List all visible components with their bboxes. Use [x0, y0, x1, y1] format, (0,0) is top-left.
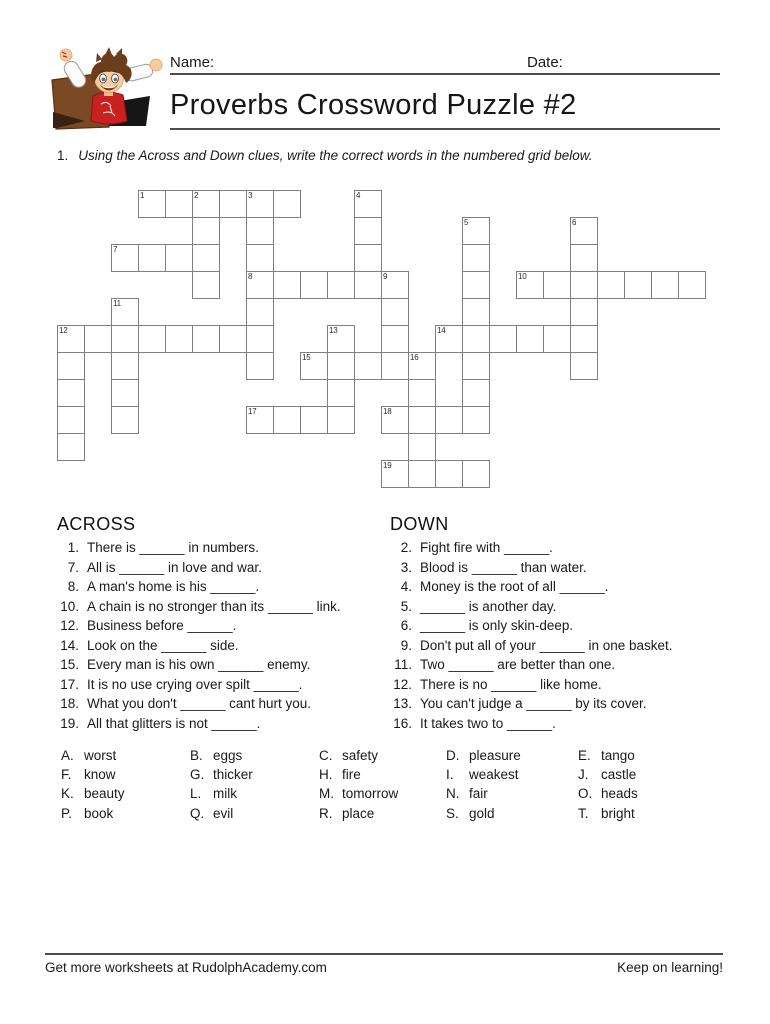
word-bank-item: [61, 746, 190, 765]
word-bank-letter: G.: [190, 767, 205, 783]
grid-cell[interactable]: [138, 190, 166, 218]
grid-cell[interactable]: [111, 379, 139, 407]
word-bank-word: tango: [601, 748, 635, 763]
grid-cell[interactable]: [219, 325, 247, 353]
clue-text: A chain is no stronger than its ______ link.: [87, 598, 341, 614]
grid-cell[interactable]: [543, 271, 571, 299]
across-clue-list: [57, 538, 341, 733]
grid-cell[interactable]: [462, 379, 490, 407]
grid-cell[interactable]: [462, 352, 490, 380]
grid-cell[interactable]: [246, 190, 274, 218]
cell-number: 14: [437, 326, 446, 335]
clue-number: 19.: [60, 715, 79, 731]
clue-item: [390, 714, 673, 734]
clue-text: Don't put all of your ______ in one basket.: [420, 637, 673, 653]
grid-cell[interactable]: [381, 460, 409, 488]
grid-cell[interactable]: [462, 217, 490, 245]
grid-cell[interactable]: [192, 217, 220, 245]
footer-divider: [45, 953, 723, 955]
word-bank-letter: J.: [578, 767, 589, 783]
grid-cell[interactable]: [327, 379, 355, 407]
clue-text: There is no ______ like home.: [420, 676, 602, 692]
word-bank-word: book: [84, 805, 114, 821]
clue-number: 1.: [67, 540, 79, 555]
word-bank-item: [190, 804, 319, 823]
clue-text: A man's home is his ______.: [87, 579, 260, 594]
clue-item: [390, 558, 673, 578]
word-bank-item: [319, 765, 446, 784]
grid-cell[interactable]: [192, 190, 220, 218]
word-bank-word: evil: [213, 805, 234, 821]
word-bank-item: [446, 784, 578, 803]
clue-item: [390, 577, 673, 597]
word-bank-letter: F.: [61, 767, 72, 783]
word-bank-word: bright: [601, 805, 635, 821]
word-bank-word: castle: [601, 767, 637, 783]
clue-number: 11.: [394, 657, 412, 672]
grid-cell[interactable]: [381, 406, 409, 434]
word-bank-word: milk: [213, 786, 237, 802]
cell-number: 17: [248, 407, 257, 416]
clue-text: There is ______ in numbers.: [87, 540, 259, 555]
grid-cell[interactable]: [354, 217, 382, 245]
grid-cell[interactable]: [570, 352, 598, 380]
word-bank-item: [319, 784, 446, 803]
name-date-line[interactable]: [170, 52, 720, 75]
word-bank-letter: C.: [319, 748, 333, 763]
word-bank-word: tomorrow: [342, 786, 399, 802]
grid-cell[interactable]: [327, 325, 355, 353]
grid-cell[interactable]: [435, 460, 463, 488]
clue-item: [390, 636, 673, 656]
word-bank-item: [578, 784, 638, 803]
grid-cell[interactable]: [381, 325, 409, 353]
clue-text: Blood is ______ than water.: [420, 559, 587, 575]
clue-number: 2.: [400, 540, 412, 555]
clue-text: Two ______ are better than one.: [420, 657, 616, 672]
grid-cell[interactable]: [111, 325, 139, 353]
clue-number: 12.: [393, 676, 412, 692]
grid-cell[interactable]: [111, 406, 139, 434]
grid-cell[interactable]: [624, 271, 652, 299]
grid-cell[interactable]: [192, 325, 220, 353]
clue-number: 18.: [60, 696, 79, 711]
word-bank-letter: I.: [446, 767, 454, 783]
word-bank-letter: H.: [319, 767, 333, 783]
word-bank-item: [61, 765, 190, 784]
clue-number: 12.: [60, 618, 79, 633]
across-section: [57, 515, 341, 733]
grid-cell[interactable]: [435, 406, 463, 434]
clue-number: 9.: [400, 637, 412, 653]
cell-number: 4: [356, 191, 361, 200]
grid-cell[interactable]: [273, 271, 301, 299]
word-bank-item: [190, 765, 319, 784]
cell-number: 11: [113, 299, 121, 308]
name-label: Name:: [170, 54, 215, 71]
grid-cell[interactable]: [57, 433, 85, 461]
grid-cell[interactable]: [570, 271, 598, 299]
word-bank: [61, 746, 638, 823]
clue-text: It takes two to ______.: [420, 715, 556, 731]
clue-text: ______ is only skin-deep.: [420, 618, 574, 633]
grid-cell[interactable]: [192, 244, 220, 272]
grid-cell[interactable]: [408, 433, 436, 461]
grid-cell[interactable]: [273, 406, 301, 434]
clue-text: Fight fire with ______.: [420, 540, 553, 555]
grid-cell[interactable]: [381, 271, 409, 299]
word-bank-letter: N.: [446, 786, 460, 802]
clue-item: [57, 597, 341, 617]
footer-right-text: Keep on learning!: [617, 960, 723, 975]
clue-item: [57, 577, 341, 597]
clue-number: 15.: [60, 657, 79, 672]
page-title: Proverbs Crossword Puzzle #2: [170, 89, 720, 130]
word-bank-letter: L.: [190, 786, 202, 802]
word-bank-letter: R.: [319, 805, 333, 821]
footer: [45, 960, 723, 975]
clue-item: [390, 597, 673, 617]
clue-number: 4.: [400, 579, 412, 594]
grid-cell[interactable]: [354, 352, 382, 380]
grid-cell[interactable]: [570, 217, 598, 245]
crossword-grid: [57, 190, 765, 489]
grid-cell[interactable]: [408, 379, 436, 407]
word-bank-letter: T.: [578, 805, 589, 821]
grid-cell[interactable]: [57, 379, 85, 407]
word-bank-letter: S.: [446, 805, 459, 821]
clue-number: 6.: [400, 618, 412, 633]
clue-item: [57, 538, 341, 558]
grid-cell[interactable]: [678, 271, 706, 299]
word-bank-item: [61, 784, 190, 803]
grid-cell[interactable]: [165, 190, 193, 218]
word-bank-word: safety: [342, 748, 379, 763]
cell-number: 19: [383, 461, 392, 470]
word-bank-word: weakest: [469, 767, 519, 783]
clue-item: [390, 694, 673, 714]
footer-left-text: Get more worksheets at RudolphAcademy.com: [45, 960, 327, 975]
word-bank-item: [190, 746, 319, 765]
grid-cell[interactable]: [408, 460, 436, 488]
word-bank-item: [446, 765, 578, 784]
word-bank-item: [190, 784, 319, 803]
word-bank-letter: Q.: [190, 805, 205, 821]
grid-cell[interactable]: [381, 352, 409, 380]
grid-cell[interactable]: [651, 271, 679, 299]
clue-text: It is no use crying over spilt ______.: [87, 676, 303, 692]
cell-number: 8: [248, 272, 253, 281]
grid-cell[interactable]: [543, 325, 571, 353]
grid-cell[interactable]: [246, 244, 274, 272]
grid-cell[interactable]: [462, 271, 490, 299]
word-bank-word: fair: [469, 786, 488, 802]
grid-cell[interactable]: [111, 352, 139, 380]
clue-text: What you don't ______ cant hurt you.: [87, 696, 311, 711]
word-bank-word: heads: [601, 786, 638, 802]
cell-number: 7: [113, 245, 118, 254]
grid-cell[interactable]: [462, 406, 490, 434]
clue-item: [57, 558, 341, 578]
grid-cell[interactable]: [300, 352, 328, 380]
word-bank-word: worst: [84, 748, 117, 763]
grid-cell[interactable]: [462, 460, 490, 488]
clue-text: Money is the root of all ______.: [420, 579, 609, 594]
grid-cell[interactable]: [354, 190, 382, 218]
grid-cell[interactable]: [165, 325, 193, 353]
grid-cell[interactable]: [327, 406, 355, 434]
cell-number: 12: [59, 326, 68, 335]
clue-text: Business before ______.: [87, 618, 237, 633]
word-bank-letter: D.: [446, 748, 460, 763]
clue-number: 3.: [400, 559, 412, 575]
cell-number: 6: [572, 218, 577, 227]
clue-item: [390, 538, 673, 558]
grid-cell[interactable]: [57, 352, 85, 380]
clue-text: All is ______ in love and war.: [87, 559, 262, 575]
word-bank-letter: B.: [190, 748, 203, 763]
word-bank-word: fire: [342, 767, 361, 783]
grid-cell[interactable]: [516, 271, 544, 299]
down-section: [390, 515, 673, 733]
clue-number: 8.: [67, 579, 79, 594]
clue-number: 16.: [393, 715, 412, 731]
grid-cell[interactable]: [516, 325, 544, 353]
clue-item: [57, 655, 341, 675]
word-bank-item: [578, 746, 638, 765]
grid-cell[interactable]: [570, 298, 598, 326]
clue-item: [57, 616, 341, 636]
clue-item: [57, 636, 341, 656]
grid-cell[interactable]: [57, 325, 85, 353]
grid-cell[interactable]: [408, 352, 436, 380]
grid-cell[interactable]: [111, 244, 139, 272]
word-bank-letter: M.: [319, 786, 334, 802]
clue-text: Look on the ______ side.: [87, 637, 239, 653]
word-bank-item: [578, 765, 638, 784]
clue-text: All that glitters is not ______.: [87, 715, 261, 731]
word-bank-item: [319, 804, 446, 823]
grid-cell[interactable]: [327, 271, 355, 299]
clue-item: [57, 694, 341, 714]
clue-number: 5.: [400, 598, 412, 614]
grid-cell[interactable]: [354, 244, 382, 272]
clue-item: [390, 616, 673, 636]
grid-cell[interactable]: [192, 271, 220, 299]
grid-cell[interactable]: [462, 298, 490, 326]
grid-cell[interactable]: [462, 325, 490, 353]
grid-cell[interactable]: [165, 244, 193, 272]
grid-cell[interactable]: [300, 406, 328, 434]
grid-cell[interactable]: [273, 190, 301, 218]
word-bank-letter: O.: [578, 786, 593, 802]
clue-text: Every man is his own ______ enemy.: [87, 657, 311, 672]
cell-number: 15: [302, 353, 311, 362]
grid-cell[interactable]: [381, 298, 409, 326]
clue-number: 17.: [60, 676, 79, 692]
grid-cell[interactable]: [570, 325, 598, 353]
grid-cell[interactable]: [246, 406, 274, 434]
cell-number: 13: [329, 326, 338, 335]
clue-item: [390, 655, 673, 675]
down-clue-list: [390, 538, 673, 733]
instruction-number: 1.: [57, 148, 69, 163]
grid-cell[interactable]: [111, 298, 139, 326]
cell-number: 3: [248, 191, 253, 200]
date-label: Date:: [527, 54, 563, 71]
across-header: ACROSS: [57, 514, 136, 534]
word-bank-item: [61, 804, 190, 823]
grid-cell[interactable]: [84, 325, 112, 353]
clue-item: [57, 675, 341, 695]
word-bank-item: [446, 804, 578, 823]
word-bank-word: thicker: [213, 767, 253, 783]
down-header: DOWN: [390, 514, 449, 534]
word-bank-letter: A.: [61, 748, 74, 763]
clue-item: [57, 714, 341, 734]
word-bank-word: beauty: [84, 786, 125, 802]
grid-cell[interactable]: [138, 325, 166, 353]
grid-cell[interactable]: [246, 271, 274, 299]
grid-cell[interactable]: [597, 271, 625, 299]
grid-cell[interactable]: [570, 244, 598, 272]
word-bank-word: place: [342, 805, 375, 821]
word-bank-letter: E.: [578, 748, 591, 763]
clue-number: 14.: [60, 637, 79, 653]
grid-cell[interactable]: [462, 244, 490, 272]
word-bank-word: pleasure: [469, 748, 521, 763]
cell-number: 10: [518, 272, 527, 281]
grid-cell[interactable]: [219, 190, 247, 218]
word-bank-word: eggs: [213, 748, 243, 763]
grid-cell[interactable]: [246, 217, 274, 245]
word-bank-word: know: [84, 767, 116, 783]
grid-cell[interactable]: [246, 298, 274, 326]
grid-cell[interactable]: [408, 406, 436, 434]
cell-number: 16: [410, 353, 419, 362]
instruction: [57, 148, 593, 163]
word-bank-letter: K.: [61, 786, 74, 802]
grid-cell[interactable]: [246, 352, 274, 380]
word-bank-item: [578, 804, 638, 823]
grid-cell[interactable]: [489, 325, 517, 353]
grid-cell[interactable]: [300, 271, 328, 299]
grid-cell[interactable]: [57, 406, 85, 434]
word-bank-word: gold: [469, 805, 495, 821]
word-bank-item: [446, 746, 578, 765]
clue-number: 10.: [60, 598, 79, 614]
instruction-text: Using the Across and Down clues, write the correct words in the numbered grid below.: [78, 148, 593, 163]
grid-cell[interactable]: [138, 244, 166, 272]
grid-cell[interactable]: [327, 352, 355, 380]
cell-number: 18: [383, 407, 392, 416]
clue-text: You can't judge a ______ by its cover.: [420, 696, 647, 711]
word-bank-letter: P.: [61, 805, 73, 821]
clue-number: 13.: [393, 696, 412, 711]
cell-number: 2: [194, 191, 199, 200]
mascot-image: [51, 45, 163, 131]
grid-cell[interactable]: [246, 325, 274, 353]
cell-number: 9: [383, 272, 388, 281]
clue-item: [390, 675, 673, 695]
grid-cell[interactable]: [435, 325, 463, 353]
grid-cell[interactable]: [354, 271, 382, 299]
cell-number: 1: [140, 191, 145, 200]
clue-text: ______ is another day.: [420, 598, 557, 614]
clue-number: 7.: [67, 559, 79, 575]
word-bank-item: [319, 746, 446, 765]
cell-number: 5: [464, 218, 469, 227]
